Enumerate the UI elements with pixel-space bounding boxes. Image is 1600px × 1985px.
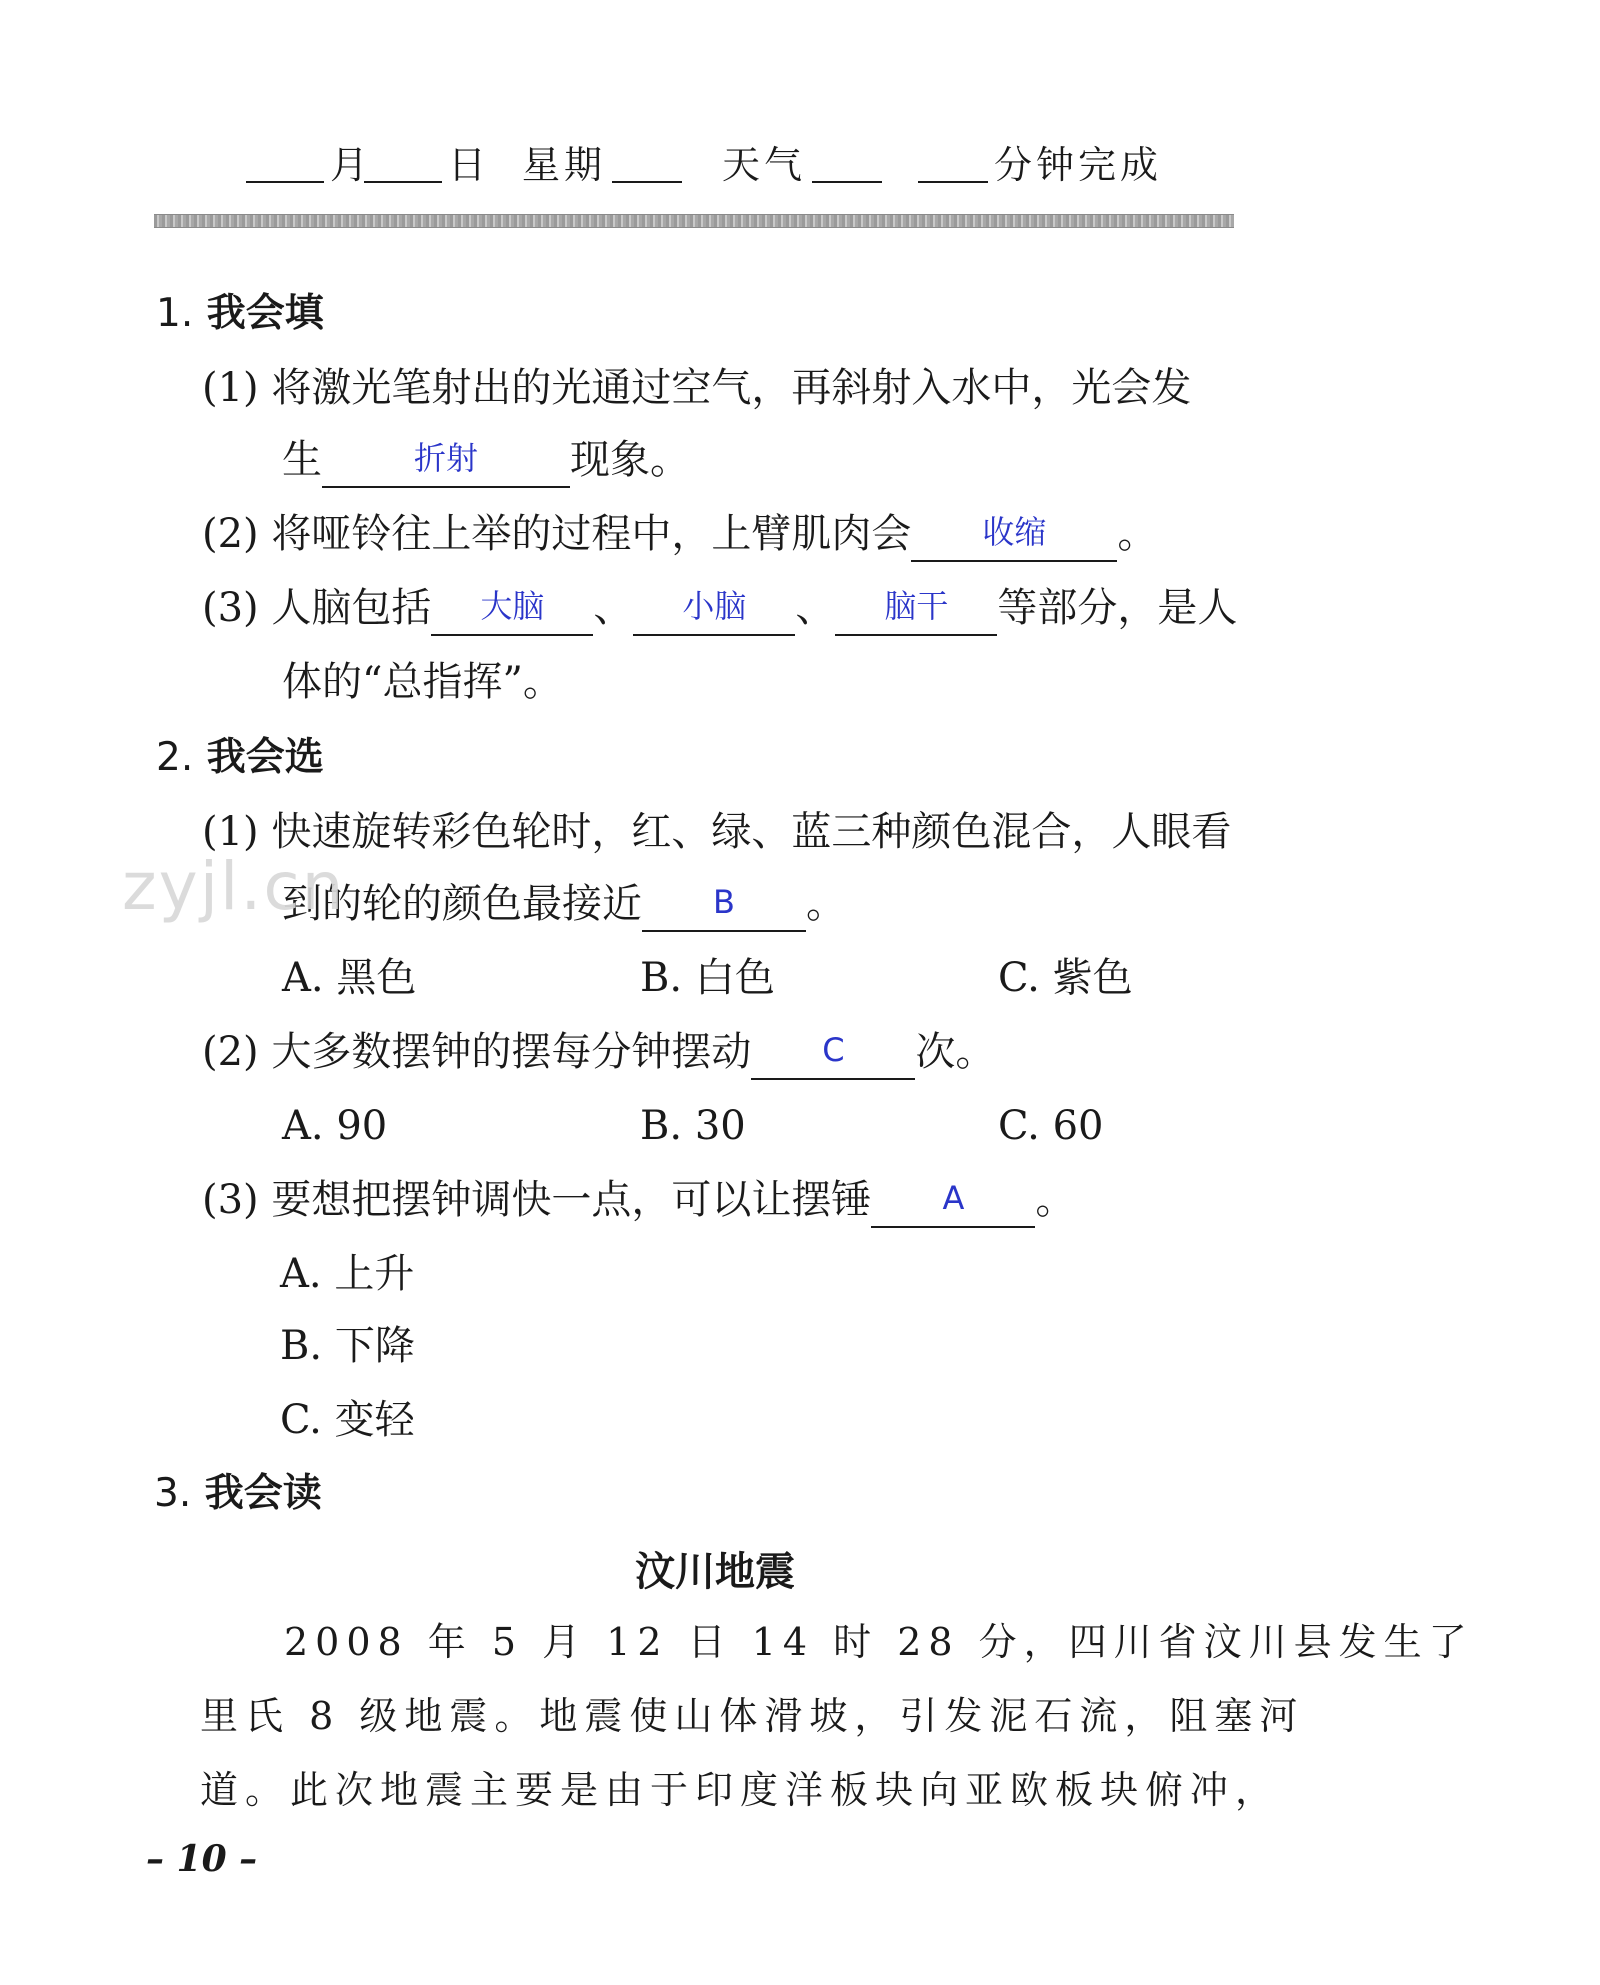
weather-blank[interactable] [812,141,882,183]
article-line-2: 里氏 8 级地震。地震使山体滑坡，引发泥石流，阻塞河 [200,1694,1305,1738]
weather-field [722,134,888,189]
s2-q1-option-a[interactable]: A. 黑色 [282,955,417,1001]
s1-q1-post: 现象。 [570,437,690,483]
s2-q1-number: (1) [202,809,259,855]
weekday-field [522,134,688,189]
day-blank[interactable] [364,141,442,183]
article-line-1: 2008 年 5 月 12 日 14 时 28 分，四川省汶川县发生了 [284,1620,1474,1664]
s1-q3-sep2: 、 [795,585,836,631]
minutes-label: 分钟完成 [994,143,1163,187]
section2-number: 2. [156,735,194,780]
s2-q1-pre: 到的轮的颜色最接近 [282,881,642,927]
s1-q1-number: (1) [202,365,259,411]
s1-q1-pre: 生 [282,437,322,483]
s2-q2-number: (2) [202,1029,259,1075]
s1-q3-line1 [202,580,1237,636]
s2-q1-option-b[interactable]: B. 白色 [640,955,775,1001]
s1-q2-number: (2) [202,511,259,557]
s2-q2-answer[interactable]: C [751,1028,915,1080]
s1-q3-pre: 人脑包括 [271,585,432,631]
weekday-blank[interactable] [612,141,682,183]
s2-q1-line1 [202,804,1231,860]
s1-q3-answer2[interactable]: 小脑 [633,584,795,636]
day-label: 日 [448,143,491,187]
section2-heading [156,730,324,786]
s1-q1-line2 [282,432,690,488]
s2-q3-option-b[interactable]: B. 下降 [280,1323,415,1369]
section3-heading [154,1466,322,1522]
weekday-label: 星期 [522,143,607,187]
s2-q1-text: 快速旋转彩色轮时，红、绿、蓝三种颜色混合，人眼看 [271,809,1232,855]
minutes-blank[interactable] [918,141,988,183]
s1-q2-post: 。 [1117,511,1158,557]
s2-q2-post: 次。 [915,1029,996,1075]
article-title: 汶川地震 [635,1549,795,1595]
month-field [240,134,372,189]
s2-q2-option-b[interactable]: B. 30 [640,1103,746,1149]
s2-q3-answer[interactable]: A [871,1176,1035,1228]
s2-q3-option-a[interactable]: A. 上升 [280,1251,415,1297]
section2-title: 我会选 [206,735,324,780]
s1-q3-sep1: 、 [593,585,634,631]
s2-q1-option-c[interactable]: C. 紫色 [998,955,1133,1001]
s2-q3-number: (3) [202,1177,259,1223]
s2-q2-option-c[interactable]: C. 60 [998,1103,1104,1149]
s2-q1-post: 。 [806,881,846,927]
s1-q2-pre: 将哑铃往上举的过程中，上臂肌肉会 [271,511,912,557]
section1-heading [156,286,324,342]
section3-number: 3. [154,1471,192,1516]
section3-title: 我会读 [204,1471,322,1516]
s2-q2-pre: 大多数摆钟的摆每分钟摆动 [271,1029,752,1075]
section1-number: 1. [156,291,194,336]
date-header [240,134,1240,194]
day-field [358,134,490,189]
header-divider [154,214,1234,228]
s1-q3-line2: 体的“总指挥”。 [282,659,563,705]
s2-q3-pre: 要想把摆钟调快一点，可以让摆锤 [271,1177,872,1223]
month-blank[interactable] [246,141,324,183]
s1-q2-answer[interactable]: 收缩 [911,510,1117,562]
s1-q1-text: 将激光笔射出的光通过空气，再斜射入水中，光会发 [271,365,1192,411]
s1-q3-post: 等部分，是人 [997,585,1238,631]
s2-q2 [202,1024,995,1080]
month-label: 月 [330,143,373,187]
s2-q3-post: 。 [1035,1177,1076,1223]
page-number: – 10 – [146,1838,258,1880]
s2-q1-line2 [282,876,846,932]
article-line-3: 道。此次地震主要是由于印度洋板块向亚欧板块俯冲， [200,1768,1281,1812]
minutes-field [912,134,1162,189]
s2-q3 [202,1172,1075,1228]
s1-q3-answer3[interactable]: 脑干 [835,584,997,636]
weather-label: 天气 [722,143,807,187]
s1-q1-line1 [202,360,1191,416]
s1-q3-answer1[interactable]: 大脑 [431,584,593,636]
s1-q2 [202,506,1157,562]
s2-q2-option-a[interactable]: A. 90 [282,1103,388,1149]
section1-title: 我会填 [206,291,324,336]
s1-q1-answer[interactable]: 折射 [322,436,570,488]
s2-q3-option-c[interactable]: C. 变轻 [280,1397,415,1443]
s1-q3-number: (3) [202,585,259,631]
s2-q1-answer[interactable]: B [642,880,806,932]
watermark-text: zyjl.cn [122,848,346,925]
